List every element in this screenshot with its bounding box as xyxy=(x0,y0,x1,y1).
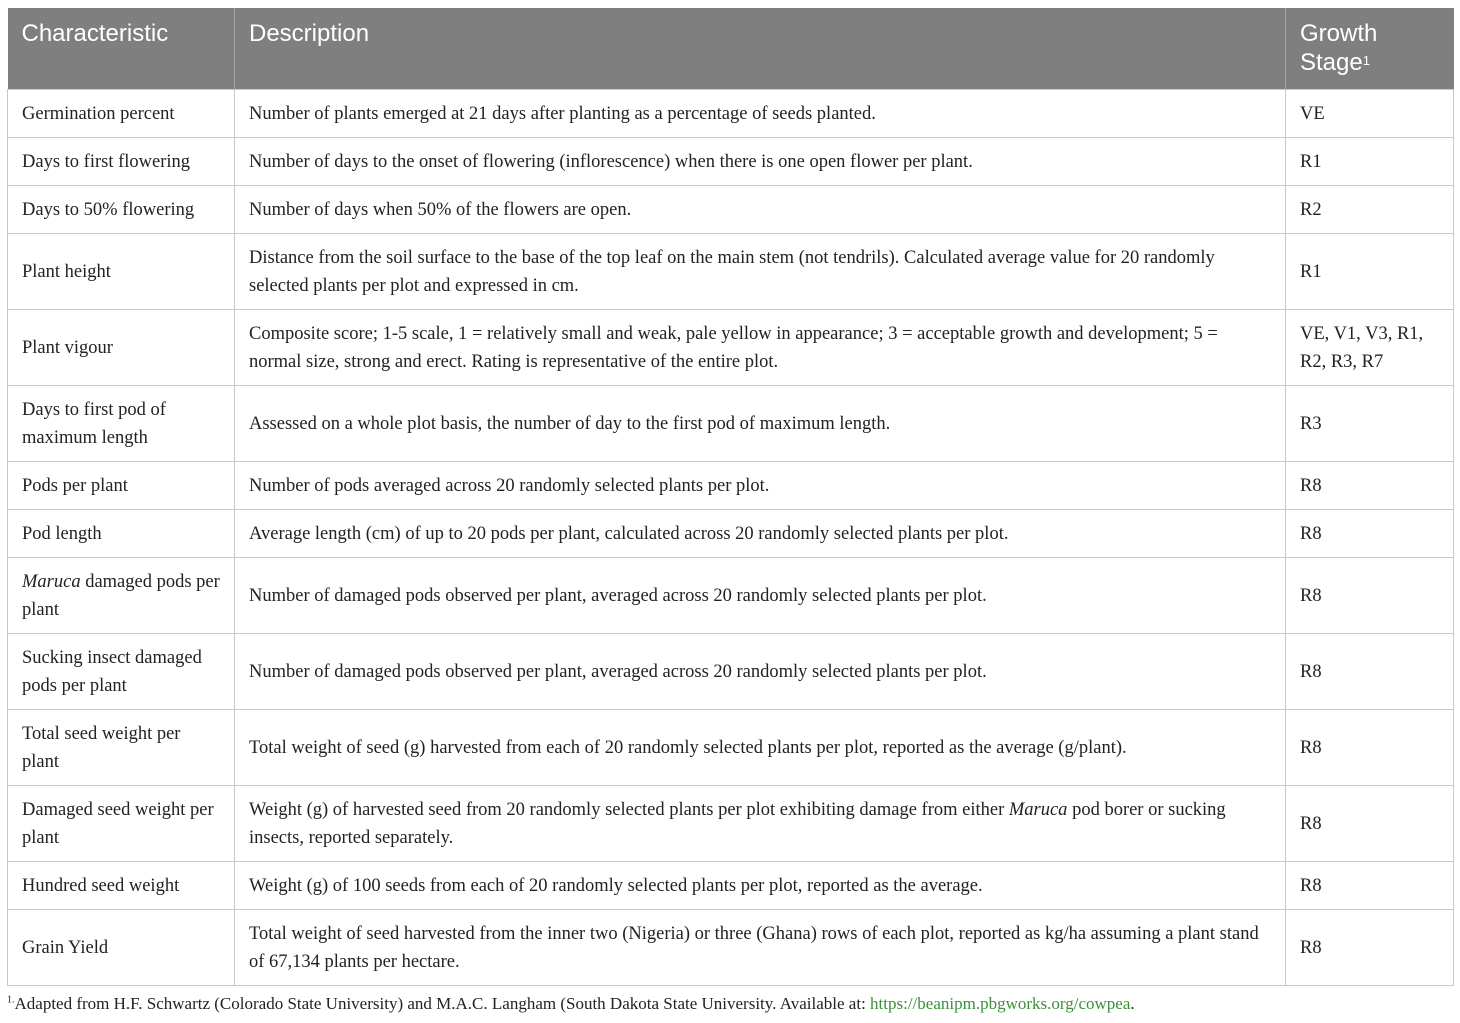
stage-cell: R8 xyxy=(1286,710,1454,786)
stage-cell: VE xyxy=(1286,90,1454,138)
table-row xyxy=(8,90,1454,138)
table-header xyxy=(8,8,1454,90)
stage-cell: R2 xyxy=(1286,186,1454,234)
stage-cell: R8 xyxy=(1286,462,1454,510)
table-row xyxy=(8,186,1454,234)
table-row xyxy=(8,710,1454,786)
description-cell: Weight (g) of 100 seeds from each of 20 randomly selected plants per plot, reported as the average. xyxy=(235,862,1286,910)
source-link[interactable]: https://beanipm.pbgworks.org/cowpea xyxy=(870,994,1131,1013)
stage-cell: R8 xyxy=(1286,510,1454,558)
stage-cell: R8 xyxy=(1286,634,1454,710)
table-row xyxy=(8,634,1454,710)
description-cell: Number of days when 50% of the flowers are open. xyxy=(235,186,1286,234)
characteristic-cell: Pod length xyxy=(8,510,235,558)
description-cell: Average length (cm) of up to 20 pods per plant, calculated across 20 randomly selected plants per plot. xyxy=(235,510,1286,558)
table-row xyxy=(8,234,1454,310)
footnote-text: Adapted from H.F. Schwartz (Colorado State University) and M.A.C. Langham (South Dakota State University. Available at: xyxy=(14,994,871,1013)
description-cell: Number of pods averaged across 20 randomly selected plants per plot. xyxy=(235,462,1286,510)
description-cell: Total weight of seed (g) harvested from each of 20 randomly selected plants per plot, reported as the average (g/plant). xyxy=(235,710,1286,786)
characteristic-cell: Plant height xyxy=(8,234,235,310)
stage-cell: R3 xyxy=(1286,386,1454,462)
header-growth-stage xyxy=(1286,8,1454,90)
table-row xyxy=(8,786,1454,862)
table-row xyxy=(8,462,1454,510)
characteristic-italic: Maruca xyxy=(22,571,81,592)
footnote-marker: 1. xyxy=(7,994,15,1006)
table-row xyxy=(8,558,1454,634)
footnote-end: . xyxy=(1130,994,1135,1013)
footnote-ref: 1 xyxy=(1362,53,1370,68)
description-text: pod borer or sucking insects, reported separately. xyxy=(249,799,1226,848)
description-cell xyxy=(235,786,1286,862)
table-row xyxy=(8,510,1454,558)
description-text: Weight (g) of harvested seed from 20 randomly selected plants per plot exhibiting damage from either xyxy=(249,799,1009,820)
description-cell: Number of plants emerged at 21 days after planting as a percentage of seeds planted. xyxy=(235,90,1286,138)
description-italic: Maruca xyxy=(1008,799,1068,820)
header-description: Description xyxy=(235,8,1286,90)
stage-cell: R1 xyxy=(1286,138,1454,186)
description-cell: Total weight of seed harvested from the inner two (Nigeria) or three (Ghana) rows of each plot, reported as kg/ha assuming a plant stand of 67,134 plants per hectare. xyxy=(235,910,1286,986)
stage-cell: R8 xyxy=(1286,910,1454,986)
header-characteristic: Characteristic xyxy=(8,8,235,90)
stage-cell: R8 xyxy=(1286,862,1454,910)
characteristic-cell: Hundred seed weight xyxy=(8,862,235,910)
header-growth-stage-label: Growth Stage xyxy=(1300,20,1378,76)
characteristic-cell: Sucking insect damaged pods per plant xyxy=(8,634,235,710)
description-cell: Number of days to the onset of flowering (inflorescence) when there is one open flower per plant. xyxy=(235,138,1286,186)
characteristic-cell: Grain Yield xyxy=(8,910,235,986)
table-row xyxy=(8,138,1454,186)
description-cell: Number of damaged pods observed per plant, averaged across 20 randomly selected plants per plot. xyxy=(235,558,1286,634)
stage-cell: R8 xyxy=(1286,558,1454,634)
characteristic-cell: Germination percent xyxy=(8,90,235,138)
table-row xyxy=(8,386,1454,462)
table-body xyxy=(8,90,1454,986)
characteristic-cell: Days to first flowering xyxy=(8,138,235,186)
characteristics-table xyxy=(7,8,1454,986)
table-row xyxy=(8,310,1454,386)
stage-cell: R1 xyxy=(1286,234,1454,310)
description-cell: Number of damaged pods observed per plant, averaged across 20 randomly selected plants per plot. xyxy=(235,634,1286,710)
characteristic-text: damaged pods per plant xyxy=(22,571,220,620)
characteristic-cell: Total seed weight per plant xyxy=(8,710,235,786)
characteristic-cell: Pods per plant xyxy=(8,462,235,510)
description-cell: Assessed on a whole plot basis, the number of day to the first pod of maximum length. xyxy=(235,386,1286,462)
stage-cell: VE, V1, V3, R1, R2, R3, R7 xyxy=(1286,310,1454,386)
description-cell: Composite score; 1-5 scale, 1 = relatively small and weak, pale yellow in appearance; 3 = acceptable growth and development; 5 = normal size, strong and erect. Rating is representative of the entire plot. xyxy=(235,310,1286,386)
characteristic-cell xyxy=(8,558,235,634)
characteristic-cell: Days to 50% flowering xyxy=(8,186,235,234)
characteristic-cell: Plant vigour xyxy=(8,310,235,386)
table-row xyxy=(8,862,1454,910)
stage-cell: R8 xyxy=(1286,786,1454,862)
description-cell: Distance from the soil surface to the base of the top leaf on the main stem (not tendrils). Calculated average value for 20 randomly selected plants per plot and expressed in cm. xyxy=(235,234,1286,310)
characteristic-cell: Days to first pod of maximum length xyxy=(8,386,235,462)
table-row xyxy=(8,910,1454,986)
table-footnote xyxy=(7,994,1453,1014)
characteristic-cell: Damaged seed weight per plant xyxy=(8,786,235,862)
